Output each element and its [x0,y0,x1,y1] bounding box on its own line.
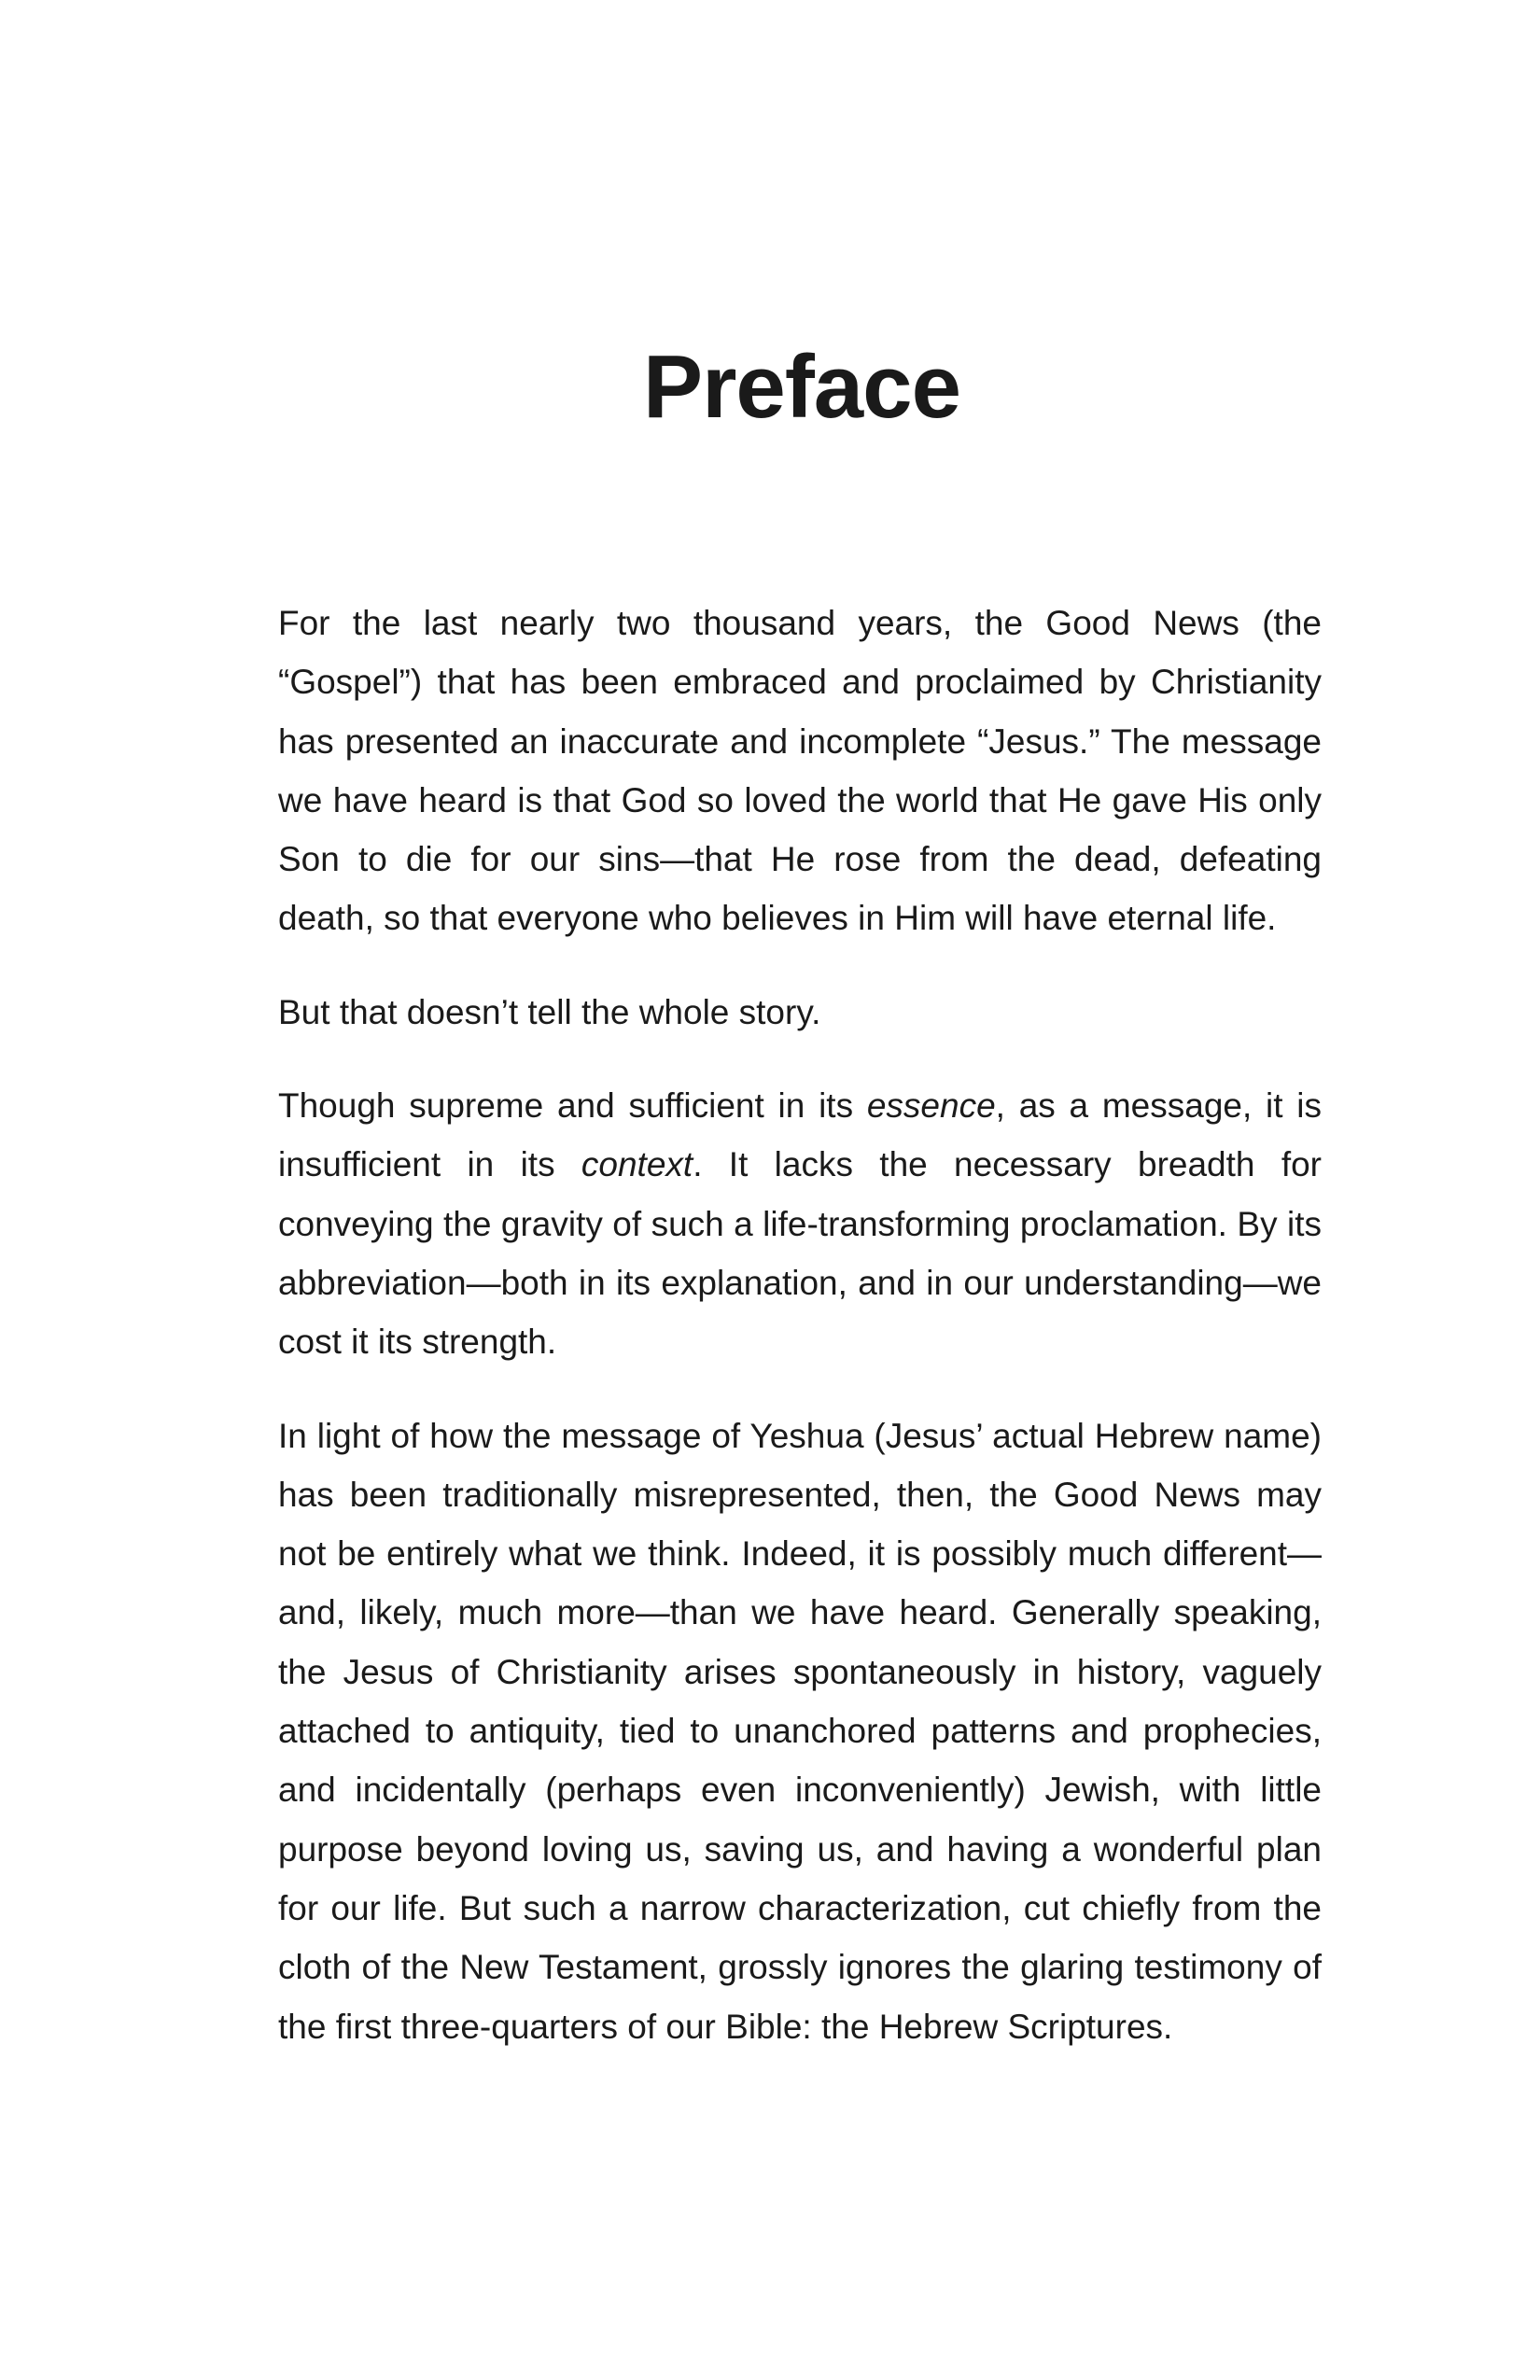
italic-text-run: context [581,1145,693,1184]
text-run: Though supreme and sufficient in its [278,1086,867,1126]
italic-text-run: essence [866,1086,996,1126]
page-title: Preface [643,337,960,437]
text-run: . It lacks the necessary breadth for conveying the gravity of such a life-transforming proclamation. By its abbreviation—both in its explanation, and in our understanding—we cost it its strength. [278,1145,1322,1362]
paragraph [278,1407,1322,2056]
text-run: But that doesn’t tell the whole story. [278,992,821,1031]
text-run: , as a message, it is insufficient in its [278,1086,1322,1184]
paragraph [278,983,1322,1042]
text-run: In light of how the message of Yeshua (Jesus’ actual Hebrew name) has been traditionally misrepresented, then, the Good News may not be entirely what we think. Indeed, it is possibly much different—and, likely, much more—than we have heard. Generally speaking, the Jesus of Christianity arises spontaneously in history, vaguely attached to antiquity, tied to unanchored patterns and prophecies, and incidentally (perhaps even inconveniently) Jewish, with little purpose beyond loving us, saving us, and having a wonderful plan for our life. But such a narrow characterization, cut chiefly from the cloth of the New Testament, grossly ignores the glaring testimony of the first three-quarters of our Bible: the Hebrew Scriptures. [278,1416,1322,2046]
paragraph [278,1076,1322,1371]
body-text [278,594,1322,2091]
paragraph [278,594,1322,948]
text-run: For the last nearly two thousand years, the Good News (the “Gospel”) that has been embraced and proclaimed by Christianity has presented an inaccurate and incomplete “Jesus.” The message we have heard is that God so loved the world that He gave His only Son to die for our sins—that He rose from the dead, defeating death, so that everyone who believes in Him will have eternal life. [278,604,1322,938]
